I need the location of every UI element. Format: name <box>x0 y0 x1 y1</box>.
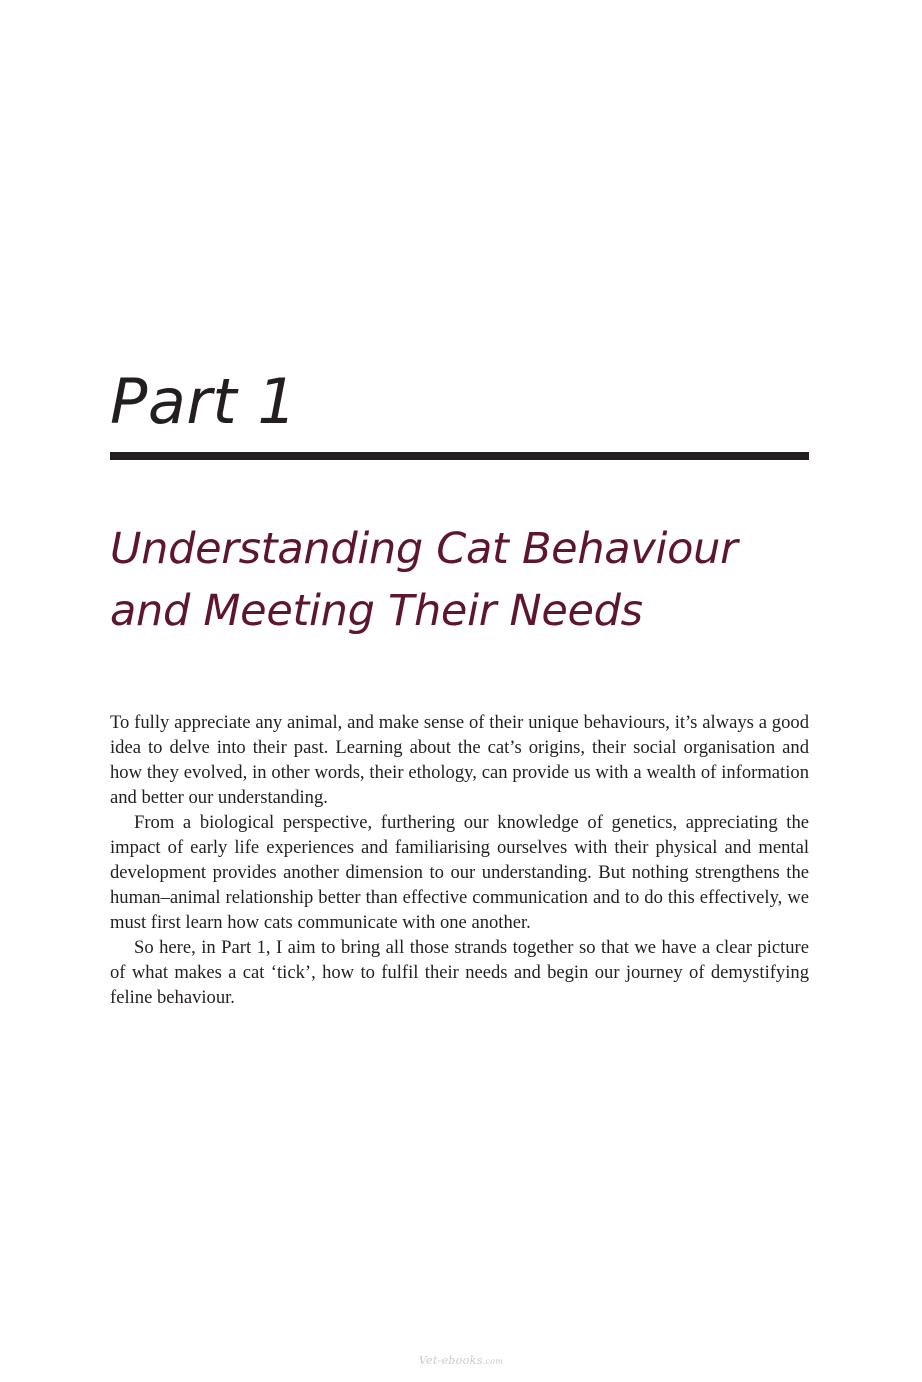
part-number-heading: Part 1 <box>110 365 298 438</box>
part-title <box>110 518 830 642</box>
watermark-text: Vet-ebooks <box>418 1354 483 1367</box>
watermark-logo <box>0 1354 922 1367</box>
paragraph-2: From a biological perspective, furthering our knowledge of genetics, appreciating the impact of early life experiences and familiarising ourselves with their physical and mental development provides another dimension to our understanding. But nothing strengthens the human–animal relationship better than effective communication and to do this effectively, we must first learn how cats communicate with one another. <box>110 812 809 933</box>
paragraph-1: To fully appreciate any animal, and make sense of their unique behaviours, it’s always a good idea to delve into their past. Learning about the cat’s origins, their social organisation and how they evolved, in other words, their ethology, can provide us with a wealth of information and better our understanding. <box>110 712 809 808</box>
heading-rule <box>110 452 809 460</box>
paragraph-3: So here, in Part 1, I aim to bring all those strands together so that we have a clear picture of what makes a cat ‘tick’, how to fulfil their needs and begin our journey of demystifying feline behaviour. <box>110 937 809 1008</box>
watermark-suffix: .com <box>482 1357 504 1366</box>
part-title-line-2: and Meeting Their Needs <box>110 586 643 636</box>
part-title-line-1: Understanding Cat Behaviour <box>110 524 738 574</box>
body-text <box>110 710 809 1010</box>
